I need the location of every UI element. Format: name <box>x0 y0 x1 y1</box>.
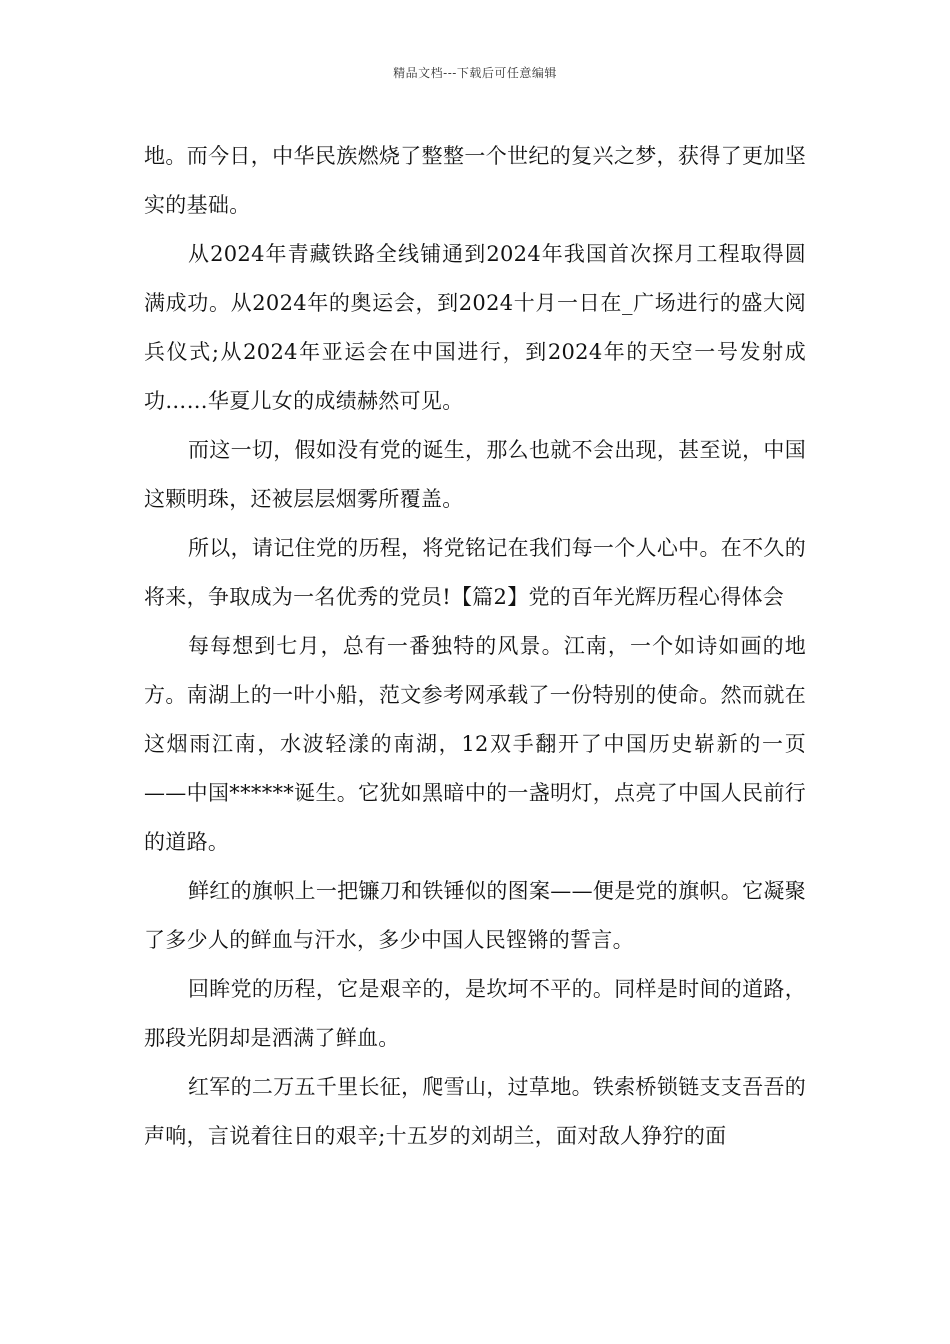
paragraph: 而这一切，假如没有党的诞生，那么也就不会出现，甚至说，中国这颗明珠，还被层层烟雾所覆盖。 <box>144 438 806 511</box>
paragraph: 所以，请记住党的历程，将党铭记在我们每一个人心中。在不久的将来，争取成为一名优秀的党员!【篇2】党的百年光辉历程心得体会 <box>144 536 806 609</box>
paragraph: 红军的二万五千里长征，爬雪山，过草地。铁索桥锁链支支吾吾的声响，言说着往日的艰辛;十五岁的刘胡兰，面对敌人狰狞的面 <box>144 1075 806 1148</box>
paragraph-continuation: 地。而今日，中华民族燃烧了整整一个世纪的复兴之梦，获得了更加坚实的基础。 <box>144 144 806 217</box>
paragraph: 鲜红的旗帜上一把镰刀和铁锤似的图案——便是党的旗帜。它凝聚了多少人的鲜血与汗水，多少中国人民铿锵的誓言。 <box>144 879 806 952</box>
paragraph: 每每想到七月，总有一番独特的风景。江南，一个如诗如画的地方。南湖上的一叶小船，范文参考网承载了一份特别的使命。然而就在这烟雨江南，水波轻漾的南湖，12双手翻开了中国历史崭新的一页——中国******诞生。它犹如黑暗中的一盏明灯，点亮了中国人民前行的道路。 <box>144 634 806 854</box>
page-header: 精品文档---下载后可任意编辑 <box>393 66 557 80</box>
paragraph: 从2024年青藏铁路全线铺通到2024年我国首次探月工程取得圆满成功。从2024年的奥运会，到2024十月一日在_广场进行的盛大阅兵仪式;从2024年亚运会在中国进行，到2024年的天空一号发射成功……华夏儿女的成绩赫然可见。 <box>144 242 806 413</box>
paragraph: 回眸党的历程，它是艰辛的，是坎坷不平的。同样是时间的道路，那段光阴却是洒满了鲜血。 <box>144 977 806 1050</box>
document-body <box>144 132 806 1161</box>
